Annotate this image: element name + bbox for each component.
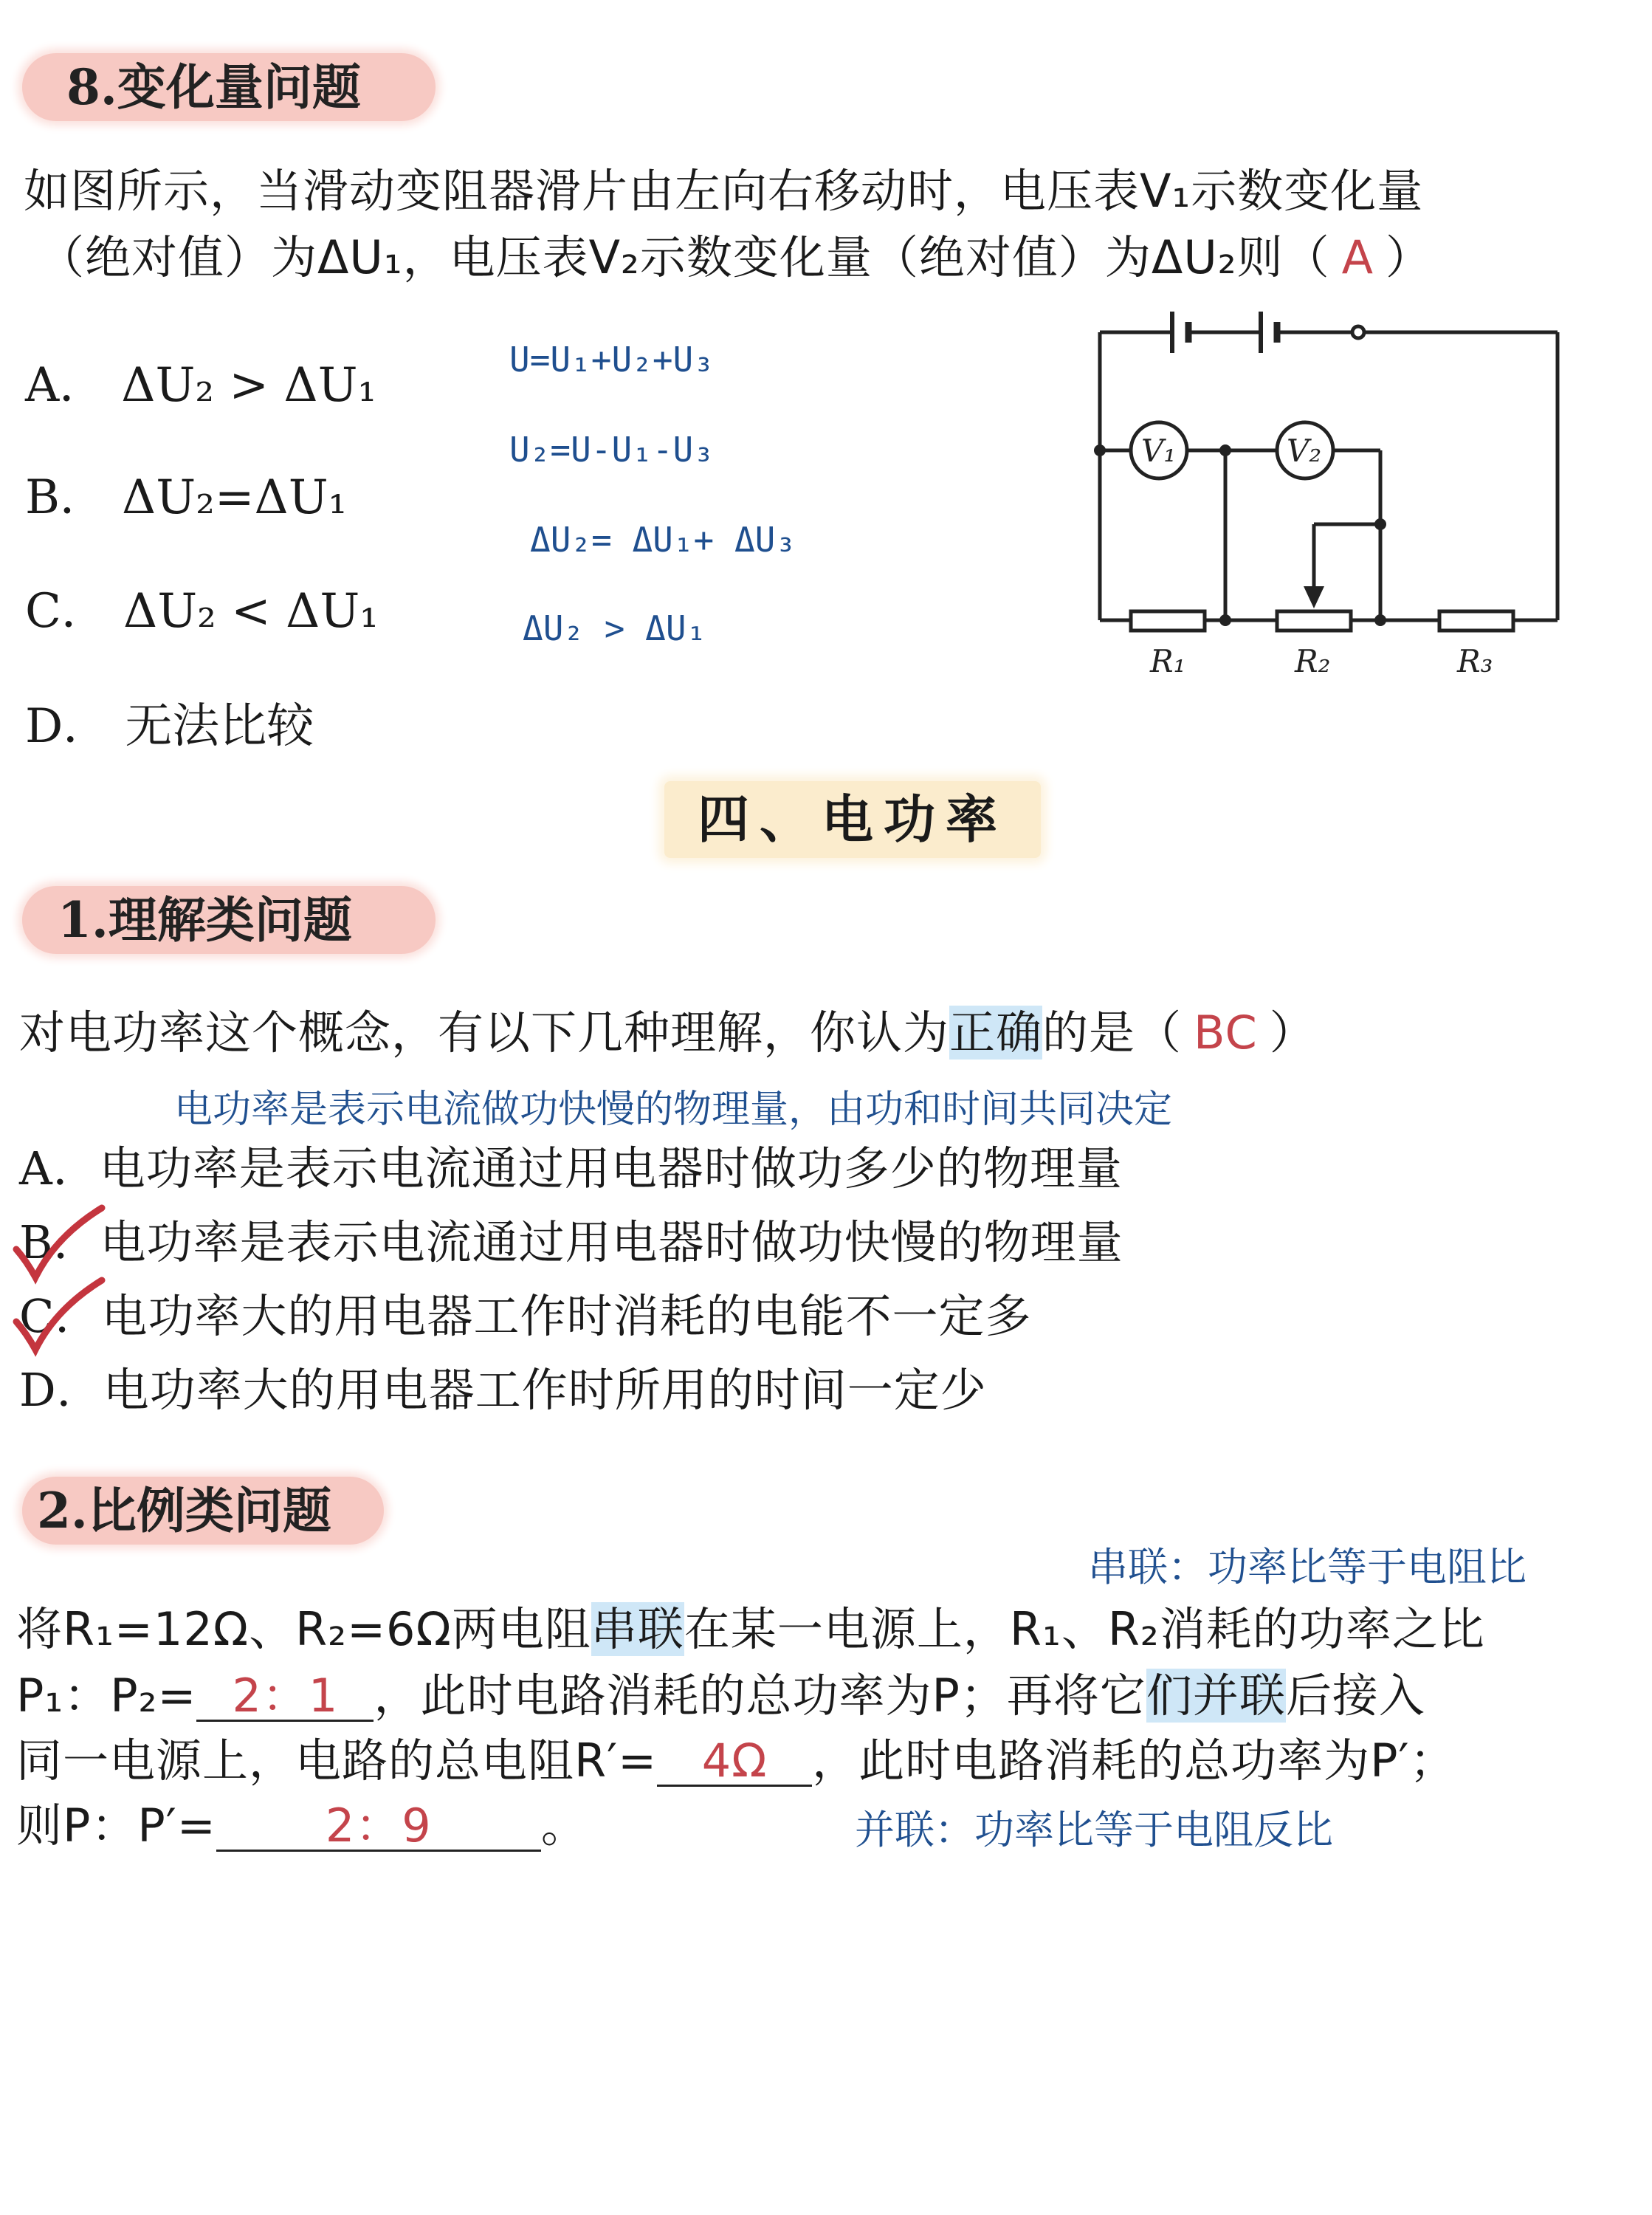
q2-text: 。 [540,1799,588,1852]
q8-note-1: U=U₁+U₂+U₃ [509,340,714,380]
q8-circuit-diagram [1085,303,1565,687]
q2-highlight-parallel: 们并联 [1146,1669,1286,1723]
q8-answer: A [1341,230,1374,284]
q1-heading: 1.理解类问题 [22,886,436,954]
q2-note-series: 串联：功率比等于电阻比 [1088,1544,1527,1590]
q2-highlight-series: 串联 [591,1602,684,1656]
q1-handwritten-note: 电功率是表示电流做功快慢的物理量，由功和时间共同决定 [174,1088,1173,1132]
resistor-r1-label: R₁ [1150,643,1186,679]
q2-text: P₁：P₂= [16,1669,197,1723]
meter-v2-label: V₂ [1287,433,1322,469]
blank-value: 2：9 [325,1799,432,1852]
q2-line3 [16,1734,1456,1788]
q1-stem-text: 对电功率这个概念，有以下几种理解，你认为 [19,1006,950,1060]
q8-option-b [25,459,347,527]
resistor-r3-label: R₃ [1457,643,1493,679]
q8-stem-text: （绝对值）为ΔU₁，电压表V₂示数变化量（绝对值）为ΔU₂则（ [38,230,1330,284]
option-letter: D． [19,1363,103,1417]
option-letter: A． [19,1141,100,1195]
option-letter: C． [19,1289,102,1343]
option-letter: B． [25,470,108,525]
blank-value: 2：1 [232,1669,339,1723]
option-letter: D． [25,699,111,754]
q2-text: 将R₁=12Ω、R₂=6Ω两电阻 [16,1602,591,1656]
q2-heading: 2.比例类问题 [22,1477,384,1545]
q2-line4 [16,1799,588,1852]
q2-text: ，此时电路消耗的总功率为P；再将它 [374,1669,1146,1723]
q1-answer: BC [1194,1006,1258,1060]
q8-heading: 8.变化量问题 [22,53,436,121]
option-text: 电功率是表示电流通过用电器时做功多少的物理量 [99,1141,1123,1195]
q2-note-parallel: 并联：功率比等于电阻反比 [855,1807,1333,1853]
q1-option-d [19,1363,987,1417]
q1-option-c [19,1289,1032,1343]
q2-line2 [16,1669,1425,1723]
q8-stem-close: ） [1386,230,1433,284]
answer-blank-power-ratio [196,1669,374,1723]
option-text: ΔU₂=ΔU₁ [122,470,348,525]
q2-line1 [16,1602,1485,1656]
option-text: 电功率大的用电器工作时所用的时间一定少 [103,1363,987,1417]
option-letter: C． [25,584,109,639]
q8-option-d [25,688,314,756]
q1-stem-text-2: 的是（ [1042,1006,1183,1060]
meter-v1-label: V₁ [1141,433,1177,469]
q1-stem-highlight: 正确 [949,1006,1043,1060]
q8-note-3: ΔU₂= ΔU₁+ ΔU₃ [530,520,796,560]
q1-option-b [19,1215,1123,1269]
q1-stem [19,1006,1316,1060]
checkmark-icon [10,1276,106,1357]
blank-value: 4Ω [701,1734,768,1788]
option-text: 电功率是表示电流通过用电器时做功快慢的物理量 [100,1215,1123,1269]
resistor-r2-label: R₂ [1295,643,1331,679]
q8-note-2: U₂=U-U₁-U₃ [509,430,714,470]
q8-note-4: ΔU₂ > ΔU₁ [523,608,707,648]
option-letter: A． [25,358,107,413]
q2-text: 后接入 [1285,1669,1425,1723]
q2-text: 同一电源上，电路的总电阻R′= [16,1734,658,1788]
q2-text: 在某一电源上，R₁、R₂消耗的功率之比 [684,1602,1485,1656]
answer-blank-resistance [657,1734,812,1788]
q2-text: 则P：P′= [16,1799,216,1852]
q8-stem-line1: 如图所示，当滑动变阻器滑片由左向右移动时，电压表V₁示数变化量 [24,164,1424,218]
option-letter: B． [19,1215,100,1269]
section-title: 四、电功率 [664,781,1041,858]
option-text: ΔU₂ < ΔU₁ [123,584,379,639]
option-text: 无法比较 [125,699,314,754]
q8-stem-line2 [38,230,1433,284]
option-text: 电功率大的用电器工作时消耗的电能不一定多 [101,1289,1032,1343]
q2-text: ，此时电路消耗的总功率为P′； [812,1734,1456,1788]
q8-option-a [25,347,376,415]
q1-stem-close: ） [1269,1006,1316,1060]
q8-option-c [25,573,379,641]
answer-blank-total-power-ratio [216,1799,541,1852]
q1-option-a [19,1141,1123,1195]
option-text: ΔU₂ > ΔU₁ [121,358,377,413]
checkmark-icon [10,1203,106,1285]
